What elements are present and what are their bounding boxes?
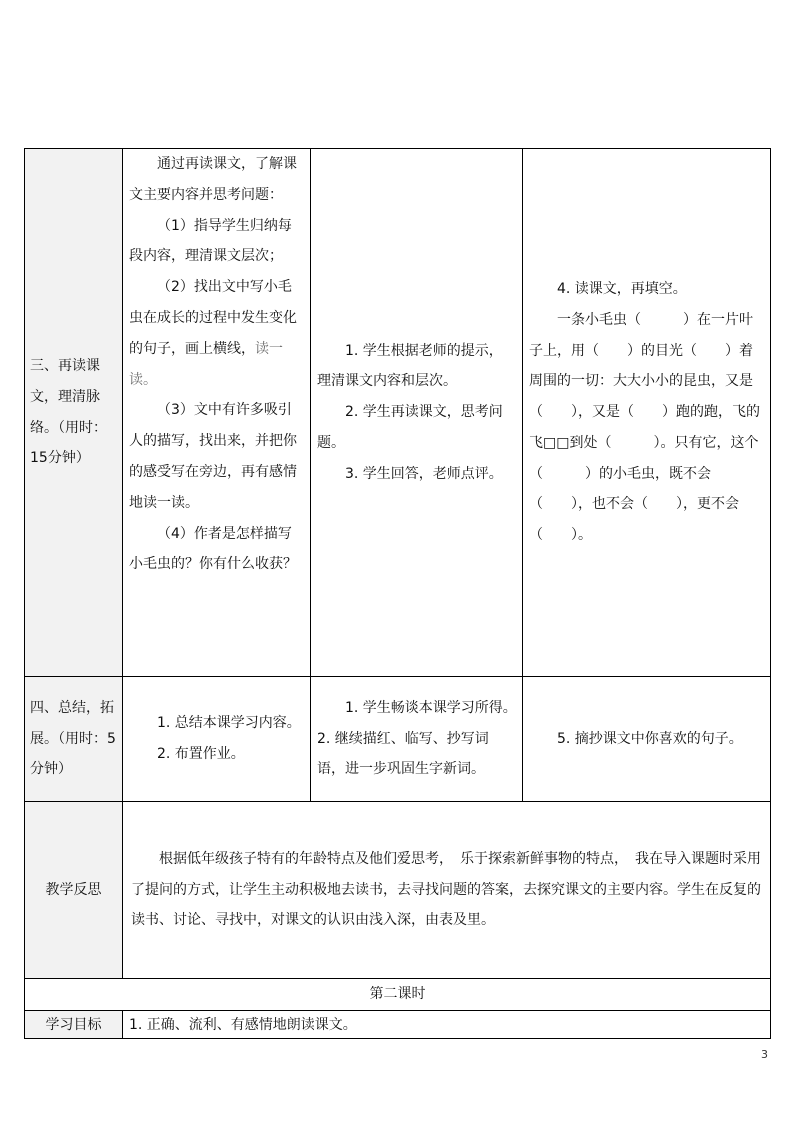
stage-label-4: 四、总结，拓展。（用时：5分钟） (30, 699, 116, 778)
goal-text: 1. 正确、流利、有感情地朗读课文。 (129, 1016, 357, 1033)
student-item-1: 1. 学生根据老师的提示，理清课文内容和层次。 (317, 342, 503, 390)
summary-student: 1. 学生畅谈本课学习所得。 2. 继续描红、临写、抄写词语，进一步巩固生字新词。 (317, 699, 524, 778)
student-activity-3 (311, 149, 523, 677)
teacher-item-4: （4）作者是怎样描写小毛虫的？你有什么收获？ (129, 525, 297, 573)
teacher-intro: 通过再读课文，了解课文主要内容并思考问题： (129, 156, 297, 203)
second-lesson-header (25, 979, 771, 1011)
exercise-3 (523, 149, 771, 677)
reflection-content (123, 802, 771, 979)
reflection-text: 根据低年级孩子特有的年龄特点及他们爱思考， 乐于探索新鲜事物的特点， 我在导入课题时采用了提问的方式，让学生主动积极地去读书，去寻找问题的答案，去探究课文的主要内容。学生在反复的读书、讨论、寻找中，对课文的认识由浅入深，由表及里。 (131, 850, 761, 929)
row-reread (25, 149, 771, 677)
goal-content (123, 1011, 771, 1039)
student-item-2: 2. 学生再读课文，思考问题。 (317, 404, 503, 451)
exercise-4 (523, 677, 771, 802)
summary-teacher-1: 1. 总结本课学习内容。 (157, 715, 301, 732)
teacher-activity-3 (123, 149, 311, 677)
second-lesson-title: 第二课时 (369, 986, 426, 1003)
row-second-lesson (25, 979, 771, 1011)
teacher-activity-4 (123, 677, 311, 802)
stage-cell-4 (25, 677, 123, 802)
summary-exercise: 5. 摘抄课文中你喜欢的句子。 (557, 730, 743, 747)
exercise-title: 4. 读课文，再填空。 (557, 280, 687, 297)
goal-label-cell (25, 1011, 123, 1039)
teacher-item-1: （1）指导学生归纳每段内容，理清课文层次； (129, 217, 292, 265)
teacher-item-2-main: （2）找出文中写小毛虫在成长的过程中发生变化的句子，画上横线， (129, 279, 297, 357)
row-learning-goals (25, 1011, 771, 1039)
stage-label-3: 三、再读课文，理清脉络。（用时：15分钟） (30, 357, 107, 467)
teacher-item-3: （3）文中有许多吸引人的描写，找出来，并把你的感受写在旁边，再有感情地读一读。 (129, 402, 297, 511)
student-activity-4 (311, 677, 523, 802)
lesson-plan-table (24, 148, 771, 1039)
teacher-item-2-tail: 读一读。 (129, 340, 283, 388)
teacher-item-2 (129, 272, 304, 395)
student-item-3: 3. 学生回答，老师点评。 (345, 465, 503, 482)
reflection-label: 教学反思 (45, 881, 102, 898)
goal-label: 学习目标 (45, 1016, 102, 1033)
page-number: 3 (761, 1048, 768, 1061)
stage-cell-3 (25, 149, 123, 677)
row-reflection (25, 802, 771, 979)
summary-teacher-2: 2. 布置作业。 (157, 746, 245, 762)
row-summary (25, 677, 771, 802)
reflection-label-cell (25, 802, 123, 979)
exercise-fill-text: 一条小毛虫（ ）在一片叶子上，用（ ）的目光（ ）着周围的一切：大大小小的昆虫，又是（ ），又是（ ）跑的跑，飞的飞□□到处（ ）。只有它，这个（ ）的小毛虫，既不会（ ），也不会（ ），更不会（ ）。 (529, 311, 760, 544)
